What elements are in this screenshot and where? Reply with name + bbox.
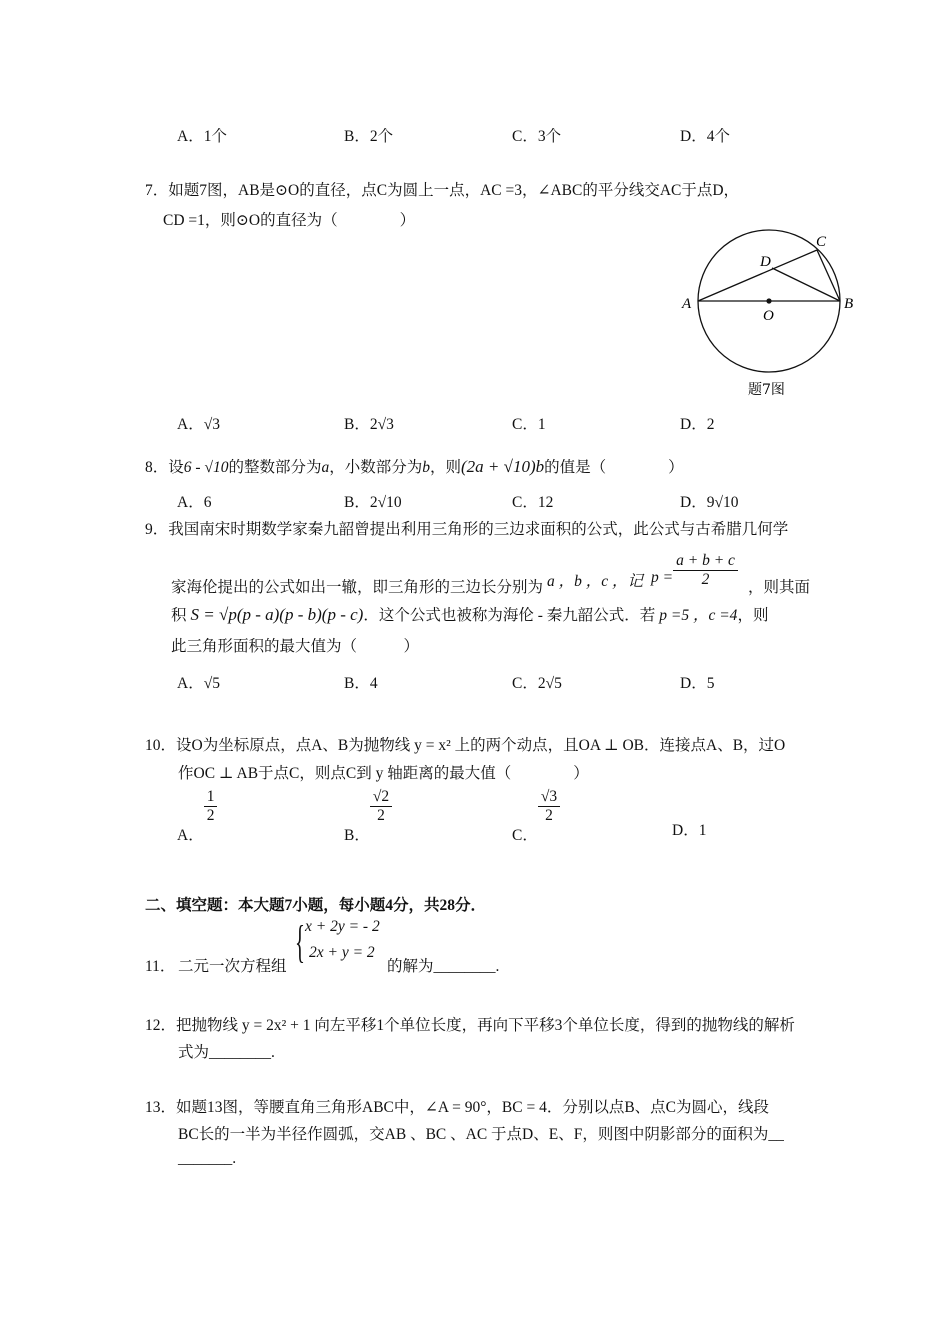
fraction-numerator: a + b + c: [673, 552, 738, 571]
option-label: C．: [512, 128, 538, 145]
math-expr: p =: [651, 568, 674, 586]
option-text: 2: [706, 416, 715, 433]
question-text: 设O为坐标原点，点A、B为抛物线 y = x² 上的两个动点，且OA ⊥ OB．连接点A、B，过O: [176, 737, 786, 754]
q7-options: [0, 412, 950, 434]
q6-option-b: [344, 124, 393, 146]
option-label: B．: [344, 826, 370, 844]
q7-figure: [676, 228, 866, 408]
question-number: 7．: [145, 182, 169, 199]
point-label-d: D: [760, 254, 771, 270]
q8-line: [145, 455, 684, 477]
question-text: 的值是（ ）: [544, 459, 684, 476]
option-label: B．: [344, 128, 370, 145]
q13-line3: _______.: [178, 1150, 237, 1167]
chord-bc: [817, 250, 840, 301]
point-label-a: A: [682, 296, 692, 312]
option-label: B．: [344, 675, 370, 692]
math-expr: (2a + √10)b: [461, 457, 545, 476]
option-text: √5: [203, 675, 220, 692]
option-label: A．: [177, 494, 204, 511]
q8-option-a: [177, 490, 211, 512]
question-number: 11．: [145, 958, 176, 975]
option-text: 2√10: [369, 494, 402, 511]
q10-option-d: [672, 818, 706, 840]
math-expr: p =5 ，c =4: [659, 607, 738, 624]
question-text: ，则: [737, 607, 769, 624]
brace: {: [295, 916, 305, 967]
q9-line2: [171, 544, 810, 596]
question-text: ，则其面: [747, 578, 810, 596]
q10-option-b: [344, 788, 392, 844]
bisector-bd: [772, 268, 840, 301]
p-fraction: [673, 552, 738, 589]
option-label: D．: [680, 128, 707, 145]
option-text: 2√5: [537, 675, 562, 692]
question-text: 的整数部分为: [228, 459, 322, 476]
q13-line2: BC长的一半为半径作圆弧，交AB 、BC 、AC 于点D、E、F，则图中阴影部分的面积为__: [178, 1126, 784, 1143]
q7-line1: [145, 178, 739, 200]
q9-option-a: [177, 671, 220, 693]
question-number: 8．: [145, 459, 169, 476]
question-text: 二元一次方程组: [178, 958, 287, 975]
option-label: C．: [512, 826, 538, 844]
q9-options: [0, 671, 950, 693]
q12-line2: [178, 1040, 275, 1062]
math-var: a: [321, 459, 330, 476]
option-fraction: [538, 788, 560, 825]
option-text: 3个: [537, 128, 562, 145]
math-expr: S = √p(p - a)(p - b)(p - c): [190, 605, 364, 624]
option-label: A．: [177, 826, 204, 844]
question-number: 12．: [145, 1017, 177, 1034]
q6-options: [0, 124, 950, 146]
question-text: ，小数部分为: [329, 459, 423, 476]
q9-line3: [171, 603, 768, 625]
q8-option-d: [680, 490, 738, 512]
question-number: 9．: [145, 521, 169, 538]
option-text: 1个: [203, 128, 227, 145]
question-text: 家海伦提出的公式如出一辙，即三角形的三边长分别为: [171, 578, 544, 596]
q9-option-d: [680, 671, 714, 693]
q10-line1: [145, 733, 785, 755]
question-text: 的解为: [387, 958, 434, 975]
point-label-b: B: [844, 296, 854, 312]
fraction-denominator: 2: [206, 806, 215, 824]
option-label: D．: [680, 494, 707, 511]
option-text: 9√10: [706, 494, 739, 511]
q9-option-b: [344, 671, 378, 693]
math-expr: 6 - √10: [183, 459, 229, 476]
q8-option-b: [344, 490, 402, 512]
option-text: 12: [537, 494, 554, 511]
option-label: D．: [672, 822, 699, 839]
question-text: 我国南宋时期数学家秦九韶曾提出利用三角形的三边求面积的公式，此公式与古希腊几何学: [168, 521, 789, 538]
option-label: D．: [680, 416, 707, 433]
question-text: 如题7图，AB是⊙O的直径，点C为圆上一点，AC =3，∠ABC的平分线交AC于点D，: [168, 182, 740, 199]
chord-ac: [698, 250, 817, 301]
math-vars: a ，b ，c ，记: [547, 572, 644, 590]
point-label-c: C: [816, 234, 827, 250]
q7-option-d: [680, 412, 714, 434]
option-label: B．: [344, 416, 370, 433]
q6-option-c: [512, 124, 561, 146]
question-text: 积: [171, 607, 187, 624]
q7-line2: CD =1，则⊙O的直径为（ ）: [163, 212, 416, 229]
q7-option-b: [344, 412, 394, 434]
fraction-numerator: √2: [370, 788, 392, 807]
q9-line1: [145, 517, 788, 539]
question-text: ，则: [429, 459, 461, 476]
q8-options: [0, 490, 950, 512]
math-var: b: [422, 459, 430, 476]
q10-line2: 作OC ⊥ AB于点C，则点C到 y 轴距离的最大值（ ）: [178, 765, 589, 782]
option-text: 1: [698, 822, 707, 839]
option-text: 2个: [369, 128, 394, 145]
option-label: A．: [177, 675, 204, 692]
q6-option-a: [177, 124, 227, 146]
q11: [145, 916, 845, 976]
question-text: 如题13图，等腰直角三角形ABC中，∠A = 90°，BC = 4．分别以点B、点C为圆心，线段: [176, 1099, 769, 1116]
option-text: 6: [203, 494, 212, 511]
q9-option-c: [512, 671, 562, 693]
equation-2: 2x + y = 2: [309, 944, 375, 961]
q7-option-a: [177, 412, 220, 434]
equation-1: x + 2y = - 2: [305, 918, 380, 935]
question-text: 把抛物线 y = 2x² + 1 向左平移1个单位长度，再向下平移3个单位长度，得到的抛物线的解析: [176, 1017, 795, 1034]
option-label: D．: [680, 675, 707, 692]
fraction-denominator: 2: [545, 806, 553, 824]
option-text: 4个: [706, 128, 730, 145]
q6-option-d: [680, 124, 730, 146]
option-label: B．: [344, 494, 370, 511]
option-text: 1: [537, 416, 546, 433]
q8-option-c: [512, 490, 553, 512]
point-label-o: O: [763, 308, 774, 324]
fraction-denominator: 2: [701, 570, 710, 588]
option-fraction: [204, 788, 218, 825]
q13-line1: [145, 1095, 769, 1117]
option-label: C．: [512, 494, 538, 511]
option-text: 5: [706, 675, 715, 692]
center-dot: [766, 298, 771, 303]
q12-line1: [145, 1013, 795, 1035]
fraction-numerator: 1: [204, 788, 218, 807]
fraction-denominator: 2: [377, 806, 385, 824]
answer-blank[interactable]: ________: [209, 1044, 272, 1061]
figure-caption: 题7图: [748, 382, 785, 398]
q7-option-c: [512, 412, 546, 434]
question-text: 式为: [178, 1044, 210, 1061]
question-text: ．这个公式也被称为海伦 - 秦九韶公式．若: [363, 607, 656, 624]
option-fraction: [370, 788, 392, 825]
option-label: C．: [512, 675, 538, 692]
q9-line4: 此三角形面积的最大值为（ ）: [171, 638, 420, 655]
q10-option-c: [512, 788, 560, 844]
option-text: 4: [369, 675, 378, 692]
option-label: A．: [177, 416, 204, 433]
period: .: [495, 958, 500, 975]
fraction-numerator: √3: [538, 788, 560, 807]
section-title: 二、填空题：本大题7小题，每小题4分，共28分．: [145, 897, 487, 914]
q10-option-a: [177, 788, 217, 844]
question-number: 13．: [145, 1099, 177, 1116]
option-text: √3: [203, 416, 220, 433]
period: .: [271, 1044, 275, 1061]
option-text: 2√3: [369, 416, 394, 433]
option-label: A．: [177, 128, 204, 145]
question-number: 10．: [145, 737, 177, 754]
q10-options: [0, 788, 950, 844]
question-text: 设: [168, 459, 184, 476]
answer-blank[interactable]: ________: [433, 958, 496, 975]
option-label: C．: [512, 416, 538, 433]
